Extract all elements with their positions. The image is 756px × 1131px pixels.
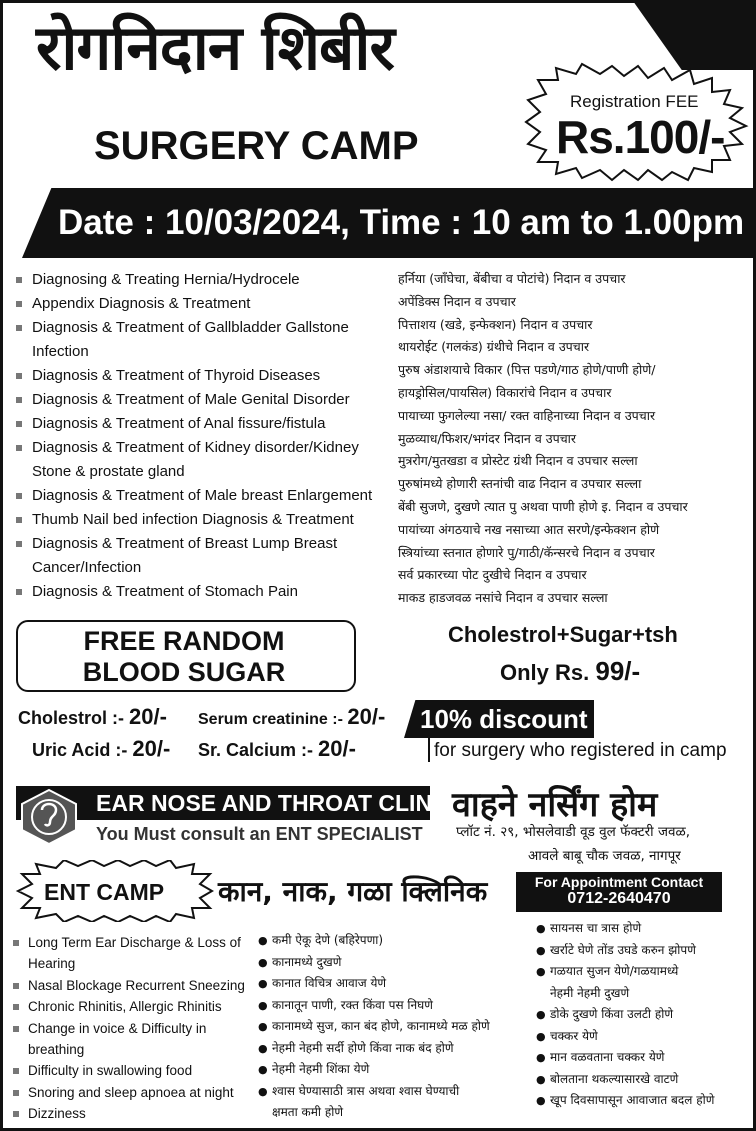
list-item: पुरुषांमध्ये होणारी स्तनांची वाढ निदान व उपचार सल्ला: [398, 476, 642, 492]
list-item: सर्व प्रकारच्या पोट दुखीचे निदान व उपचार: [398, 567, 587, 583]
list-item: Diagnosis & Treatment of Breast Lump Breast Cancer/Infection: [14, 532, 394, 580]
list-item: Chronic Rhinitis, Allergic Rhinitis: [12, 996, 262, 1017]
divider: [428, 738, 430, 762]
ent-symptoms-marathi-2: [536, 918, 754, 1112]
list-item: ● श्वास घेण्यासाठी त्रास अथवा श्वास घेण्याची: [258, 1081, 540, 1103]
list-item: ● मान वळवताना चक्कर येणे: [536, 1047, 754, 1069]
ent-camp-label: ENT CAMP: [44, 879, 165, 905]
list-item: पुरुष अंडाशयाचे विकार (पित्त पडणे/गाठ होणे/पाणी होणे/: [398, 362, 656, 378]
free-line-2: BLOOD SUGAR: [82, 657, 286, 687]
list-item: ● कमी ऐकू देणे (बहिरेपणा): [258, 930, 540, 952]
ent-clinic-marathi: कान, नाक, गळा क्लिनिक: [218, 875, 488, 908]
list-item: Diagnosis & Treatment of Male Genital Disorder: [14, 388, 394, 412]
package-price: [500, 656, 640, 687]
list-item: ● कानामध्ये दुखणे: [258, 952, 540, 974]
list-item: Long Term Ear Discharge & Loss of Hearing: [12, 932, 262, 975]
test-price: 20/-: [132, 736, 171, 761]
list-item: Diagnosis & Treatment of Anal fissure/fistula: [14, 412, 394, 436]
test-price: 20/-: [318, 736, 356, 761]
nursing-home-address-1: प्लॉट नं. २९, भोसलेवाडी वूड वुल फॅक्टरी जवळ,: [456, 824, 691, 840]
list-item: पित्ताशय (खडे, इन्फेक्शन) निदान व उपचार: [398, 316, 593, 332]
list-item: ● कानामध्ये सुज, कान बंद होणे, कानामध्ये मळ होणे: [258, 1016, 540, 1038]
list-item: Diagnosis & Treatment of Gallbladder Gallstone Infection: [14, 316, 394, 364]
test-cholestrol: [18, 704, 167, 730]
list-item: Diagnosis & Treatment of Thyroid Diseases: [14, 364, 394, 388]
list-item-continuation: नेहमी नेहमी दुखणे: [550, 985, 630, 1000]
list-item: हायड्रोसिल/पायसिल) विकारांचे निदान व उपचार: [398, 384, 612, 400]
list-item: Thumb Nail bed infection Diagnosis & Treatment: [14, 508, 394, 532]
list-item: मुत्ररोग/मुतखडा व प्रोस्टेट ग्रंथी निदान व उपचार सल्ला: [398, 453, 638, 469]
appointment-phone[interactable]: 0712-2640470: [567, 890, 671, 907]
test-price: 20/-: [129, 704, 167, 729]
nursing-home-name: वाहने नर्सिंग होम: [452, 785, 658, 825]
free-blood-sugar-text: [16, 626, 352, 688]
list-item: पायांच्या अंगठयाचे नख नसाच्या आत सरणे/इन्फेक्शन होणे: [398, 521, 660, 537]
ent-clinic-title: EAR NOSE AND THROAT CLINIC: [96, 790, 456, 816]
list-item: ● खर्राटे घेणे तोंड उघडे करुन झोपणे: [536, 940, 754, 962]
list-item: Diagnosis & Treatment of Kidney disorder/Kidney Stone & prostate gland: [14, 436, 394, 484]
test-serum-creatinine: [198, 704, 385, 730]
list-item: Snoring and sleep apnoea at night: [12, 1082, 262, 1103]
list-item: ● डोके दुखणे किंवा उलटी होणे: [536, 1004, 754, 1026]
list-item: हर्निया (जाँघेचा, बेंबीचा व पोटांचे) निदान व उपचार: [398, 271, 626, 286]
fee-label: Registration FEE: [570, 92, 699, 111]
list-item: अपेंडिक्स निदान व उपचार: [398, 293, 516, 309]
list-item: ● नेहमी नेहमी शिंका येणे: [258, 1059, 540, 1081]
list-item: ● कानात विचित्र आवाज येणे: [258, 973, 540, 995]
list-item: स्त्रियांच्या स्तनात होणारे पु/गाठी/कॅन्सरचे निदान व उपचार: [398, 544, 655, 560]
ent-clinic-subtitle: You Must consult an ENT SPECIALIST: [96, 824, 423, 844]
list-item: ● चक्कर येणे: [536, 1026, 754, 1048]
ent-symptoms-marathi-1: [258, 930, 540, 1124]
test-price: 20/-: [347, 704, 386, 729]
list-item-continuation: क्षमता कमी होणे: [272, 1105, 344, 1119]
list-item: Diagnosis & Treatment of Stomach Pain: [14, 580, 394, 604]
list-item: Nasal Blockage Recurrent Sneezing: [12, 975, 262, 996]
appointment-label: For Appointment Contact: [534, 874, 704, 890]
list-item: Dizziness: [12, 1103, 262, 1124]
list-item: ● गळयात सुजन येणे/गळयामध्ये: [536, 961, 754, 983]
list-item: बेंबी सुजणे, दुखणे त्यात पु अथवा पाणी होणे इ. निदान व उपचार: [398, 498, 688, 514]
test-label: Uric Acid :-: [32, 740, 133, 760]
list-item: ● कानातून पाणी, रक्त किंवा पस निघणे: [258, 995, 540, 1017]
list-item: ● खूप दिवसापासून आवाजात बदल होणे: [536, 1090, 754, 1112]
test-label: Cholestrol :-: [18, 708, 129, 728]
package-title: Cholestrol+Sugar+tsh: [448, 622, 678, 647]
package-price-prefix: Only Rs.: [500, 660, 596, 685]
appointment-box: [516, 872, 722, 912]
discount-subtext: for surgery who registered in camp: [434, 740, 727, 761]
title-marathi: रोगनिदान शिबीर: [36, 11, 394, 84]
title-english: SURGERY CAMP: [94, 124, 419, 168]
list-item: पायाच्या फुगलेल्या नसा/ रक्त वाहिनाच्या निदान व उपचार: [398, 407, 656, 423]
ent-logo-icon: [18, 788, 80, 846]
nursing-home-address-2: आवले बाबू चौक जवळ, नागपूर: [528, 848, 681, 864]
fee-value: Rs.100/-: [556, 111, 725, 163]
list-item: Appendix Diagnosis & Treatment: [14, 292, 394, 316]
test-uric-acid: [32, 736, 170, 762]
list-item: Diagnosis & Treatment of Male breast Enlargement: [14, 484, 394, 508]
list-item: थायरोईट (गलकंड) ग्रंथीचे निदान व उपचार: [398, 339, 590, 355]
list-item: ● नेहमी नेहमी सर्दी होणे किंवा नाक बंद होणे: [258, 1038, 540, 1060]
package-price-value: 99/-: [595, 656, 641, 686]
discount-headline: 10% discount: [420, 704, 588, 734]
test-label: Serum creatinine :-: [198, 711, 348, 728]
list-item: ● बोलताना थकल्यासारखे वाटणे: [536, 1069, 754, 1091]
ent-symptoms-english: [12, 932, 262, 1125]
surgery-services-english: [14, 268, 394, 604]
list-item: Diagnosing & Treating Hernia/Hydrocele: [14, 268, 394, 292]
free-line-1: FREE RANDOM: [83, 626, 285, 656]
list-item: ● सायनस चा त्रास होणे: [536, 918, 754, 940]
list-item: मुळव्याध/फिशर/भगंदर निदान व उपचार: [398, 430, 577, 446]
test-label: Sr. Calcium :-: [198, 740, 319, 760]
list-item: Change in voice & Difficulty in breathing: [12, 1018, 262, 1061]
date-time-text: Date : 10/03/2024, Time : 10 am to 1.00pm: [58, 203, 745, 242]
surgery-services-marathi: [398, 268, 753, 610]
test-calcium: [198, 736, 356, 762]
list-item: Difficulty in swallowing food: [12, 1060, 262, 1081]
list-item: माकड हाडजवळ नसांचे निदान व उपचार सल्ला: [398, 590, 608, 606]
